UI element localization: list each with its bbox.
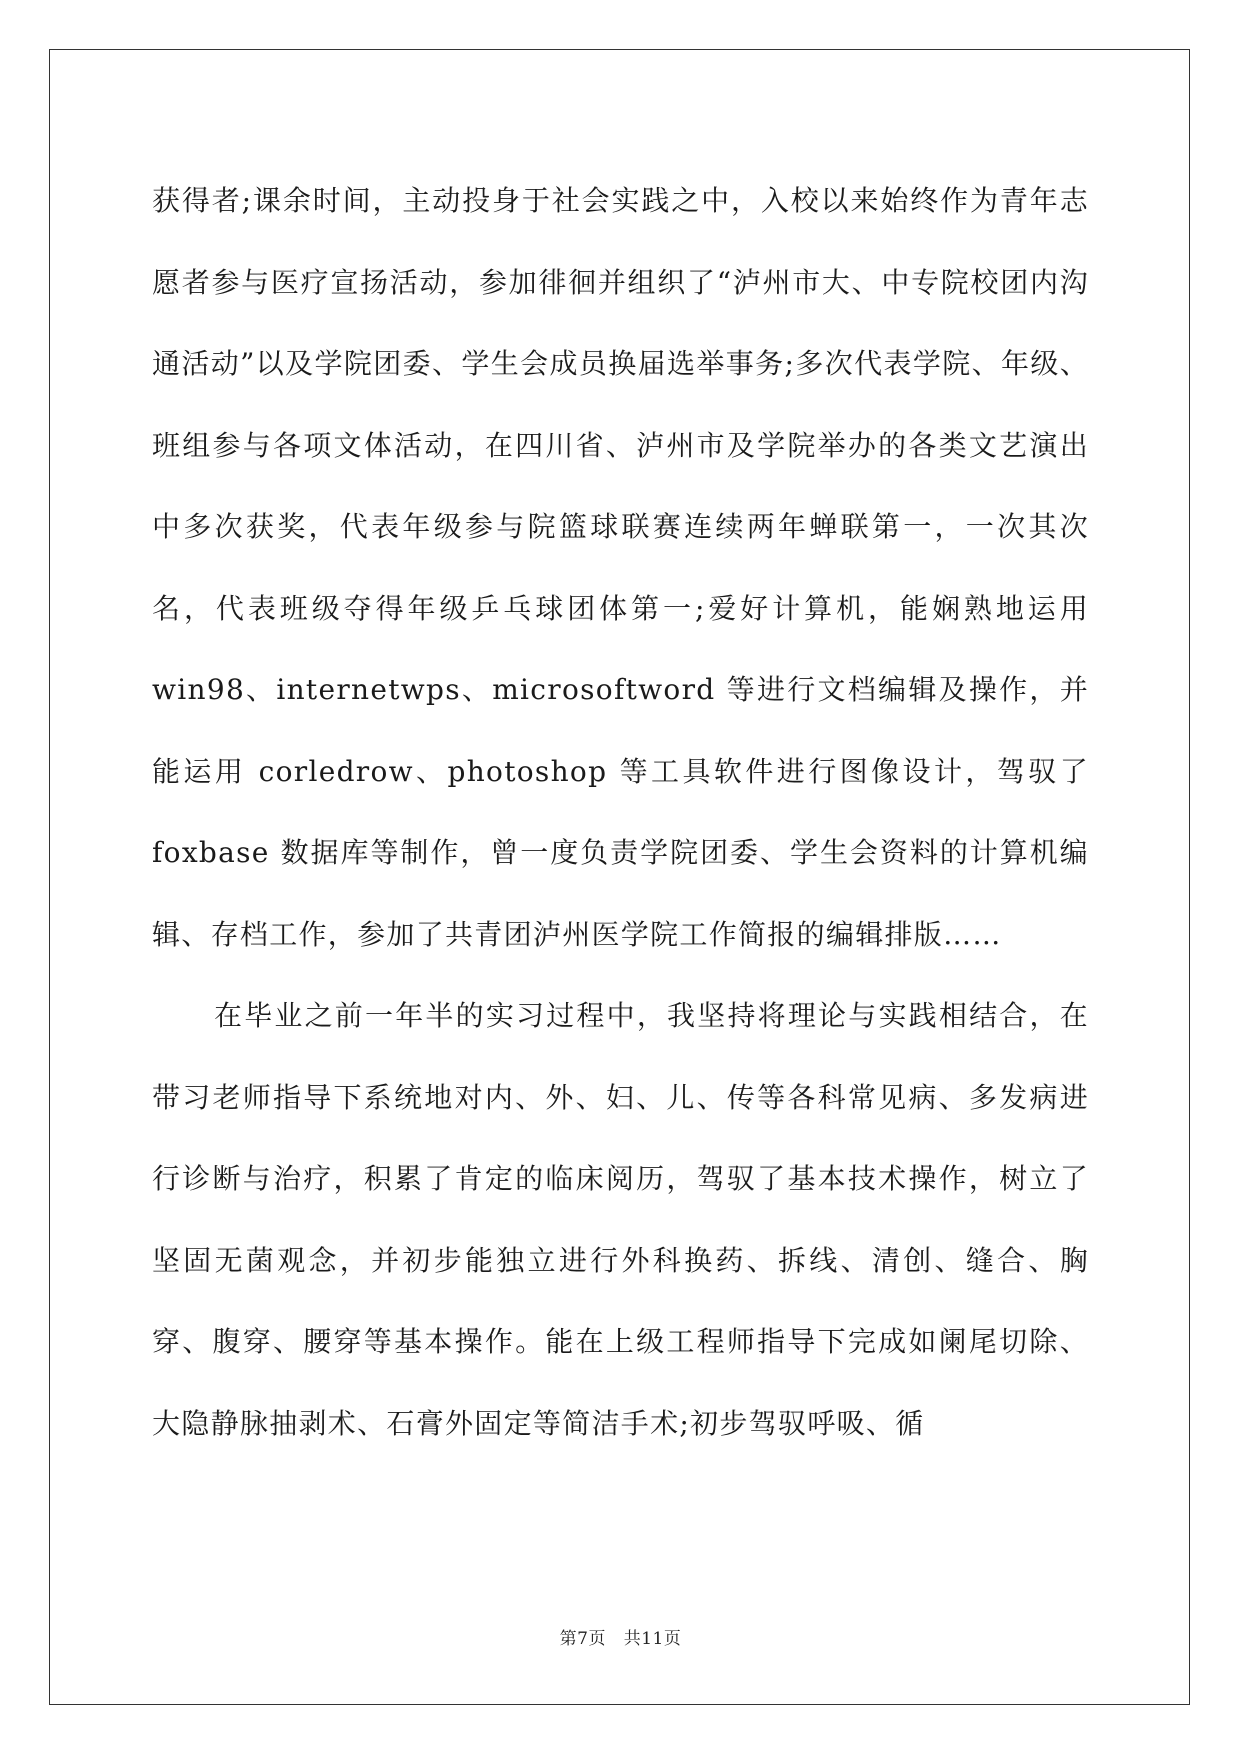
paragraph-1: 获得者;课余时间，主动投身于社会实践之中，入校以来始终作为青年志愿者参与医疗宣扬活动，参加徘徊并组织了“泸州市大、中专院校团内沟通活动”以及学院团委、学生会成员换届选举事务;多次代表学院、年级、班组参与各项文体活动，在四川省、泸州市及学院举办的各类文艺演出中多次获奖，代表年级参与院篮球联赛连续两年蝉联第一，一次其次名，代表班级夺得年级乒乓球团体第一;爱好计算机，能娴熟地运用 win98、internetwps、microsoftword 等进行文档编辑及操作，并能运用 corledrow、photoshop 等工具软件进行图像设计，驾驭了 foxbase 数据库等制作，曾一度负责学院团委、学生会资料的计算机编辑、存档工作，参加了共青团泸州医学院工作简报的编辑排版…… (152, 184, 1089, 951)
document-body (152, 160, 1089, 1464)
page-number: 第7页 (559, 1629, 606, 1649)
page-footer (0, 1624, 1241, 1649)
page-total: 共11页 (623, 1629, 682, 1649)
paragraph-2: 在毕业之前一年半的实习过程中，我坚持将理论与实践相结合，在带习老师指导下系统地对内、外、妇、儿、传等各科常见病、多发病进行诊断与治疗，积累了肯定的临床阅历，驾驭了基本技术操作，树立了坚固无菌观念，并初步能独立进行外科换药、拆线、清创、缝合、胸穿、腹穿、腰穿等基本操作。能在上级工程师指导下完成如阑尾切除、大隐静脉抽剥术、石膏外固定等简洁手术;初步驾驭呼吸、循 (152, 999, 1089, 1440)
